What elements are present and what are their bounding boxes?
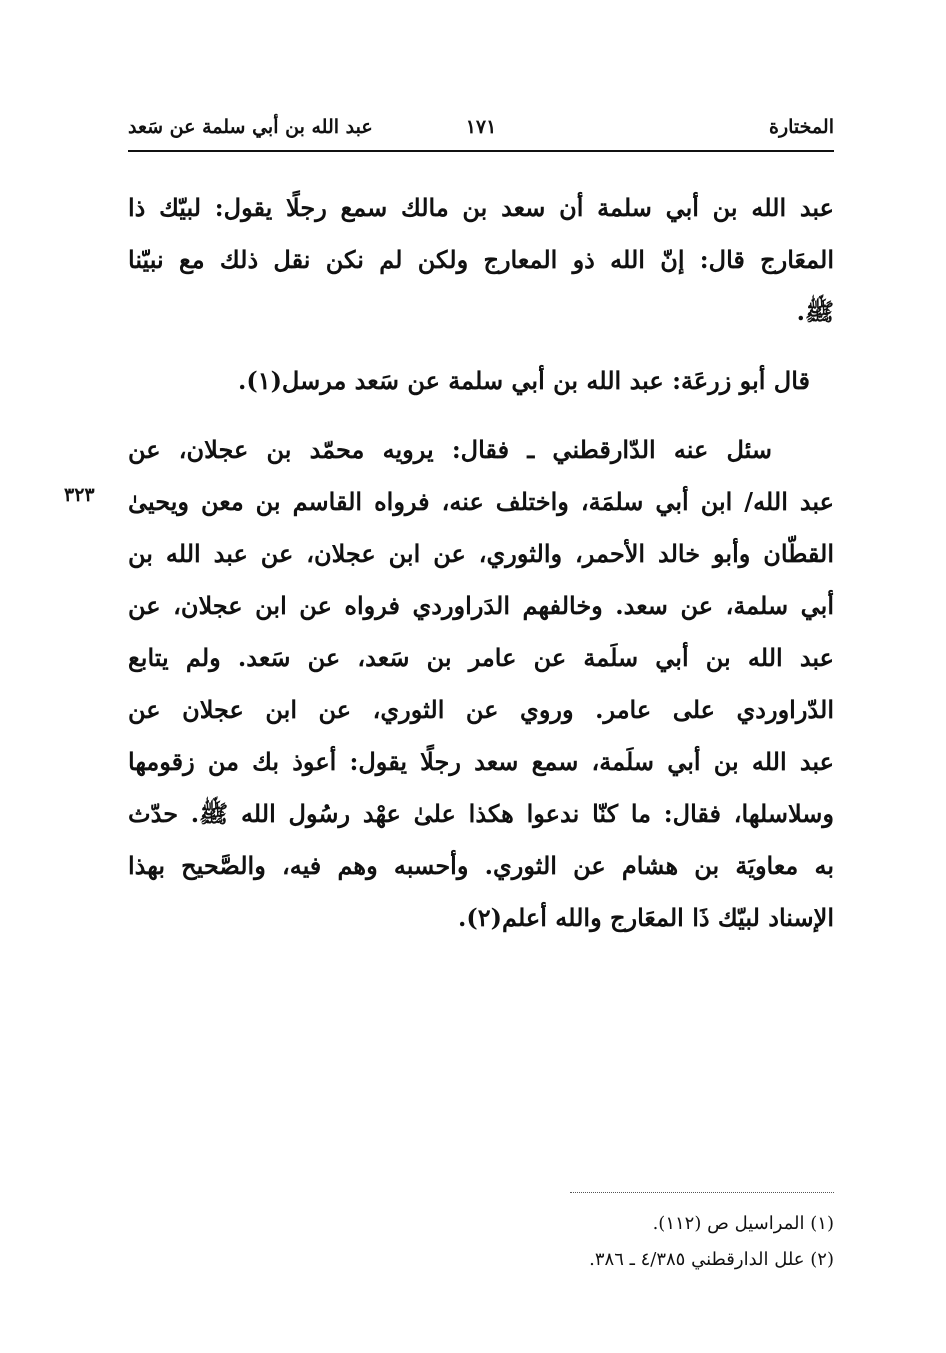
book-title: المختارة	[769, 116, 834, 138]
manuscript-page-marker: ٣٢٣	[64, 484, 95, 506]
text-line: عبد الله بن أبي سلَمة، سمع سعد رجلًا يقول: أعوذ بك من زقومها	[128, 747, 834, 776]
text-line: عبد الله بن أبي سلمة أن سعد بن مالك سمع رجلًا يقول: لبيّك ذا	[128, 193, 834, 222]
text-line: الإسناد لبيّك ذَا المعَارج والله أعلم(٢).	[458, 903, 834, 932]
paragraph-2	[128, 355, 834, 407]
header-rule	[128, 150, 834, 152]
text-line: سئل عنه الدّارقطني ـ فقال: يرويه محمّد بن عجلان، عن	[128, 435, 772, 464]
paragraph-1	[128, 182, 834, 338]
footnote-separator	[570, 1192, 834, 1193]
text-line: به معاويَة بن هشام عن الثوري. وأحسبه وهم فيه، والصَّحيح بهذا	[128, 851, 834, 880]
chapter-title: عبد الله بن أبي سلمة عن سَعد	[128, 116, 373, 138]
page-number: ١٧١	[465, 116, 497, 138]
text-line: قال أبو زرعَة: عبد الله بن أبي سلمة عن سَعد مرسل(١).	[237, 366, 810, 395]
running-header	[128, 112, 834, 148]
text-line: المعَارج قال: إنّ الله ذو المعارج ولكن لم نكن نقل ذلك مع نبيّنا	[128, 245, 834, 274]
footnote-2: (٢) علل الدارقطني ٤/٣٨٥ ـ ٣٨٦.	[589, 1249, 834, 1270]
text-line: عبد الله/ ابن أبي سلمَة، واختلف عنه، فرواه القاسم بن معن ويحيىٰ	[128, 487, 834, 516]
paragraph-3	[128, 424, 834, 944]
footnote-1: (١) المراسيل ص (١١٢).	[652, 1213, 834, 1234]
text-line: ﷺ.	[796, 297, 834, 326]
text-line: القطّان وأبو خالد الأحمر، والثوري، عن ابن عجلان، عن عبد الله بن	[128, 539, 834, 568]
text-line: وسلاسلها، فقال: ما كنّا ندعوا هكذا علىٰ عهْد رسُول الله ﷺ. حدّث	[128, 799, 834, 828]
text-line: أبي سلمة، عن سعد. وخالفهم الدَراوردي فرواه عن ابن عجلان، عن	[128, 591, 834, 620]
text-line: عبد الله بن أبي سلَمة عن عامر بن سَعد، عن سَعد. ولم يتابع	[128, 643, 834, 672]
footnotes	[128, 1206, 834, 1278]
text-line: الدّراوردي على عامر. وروي عن الثوري، عن ابن عجلان عن	[128, 695, 834, 724]
